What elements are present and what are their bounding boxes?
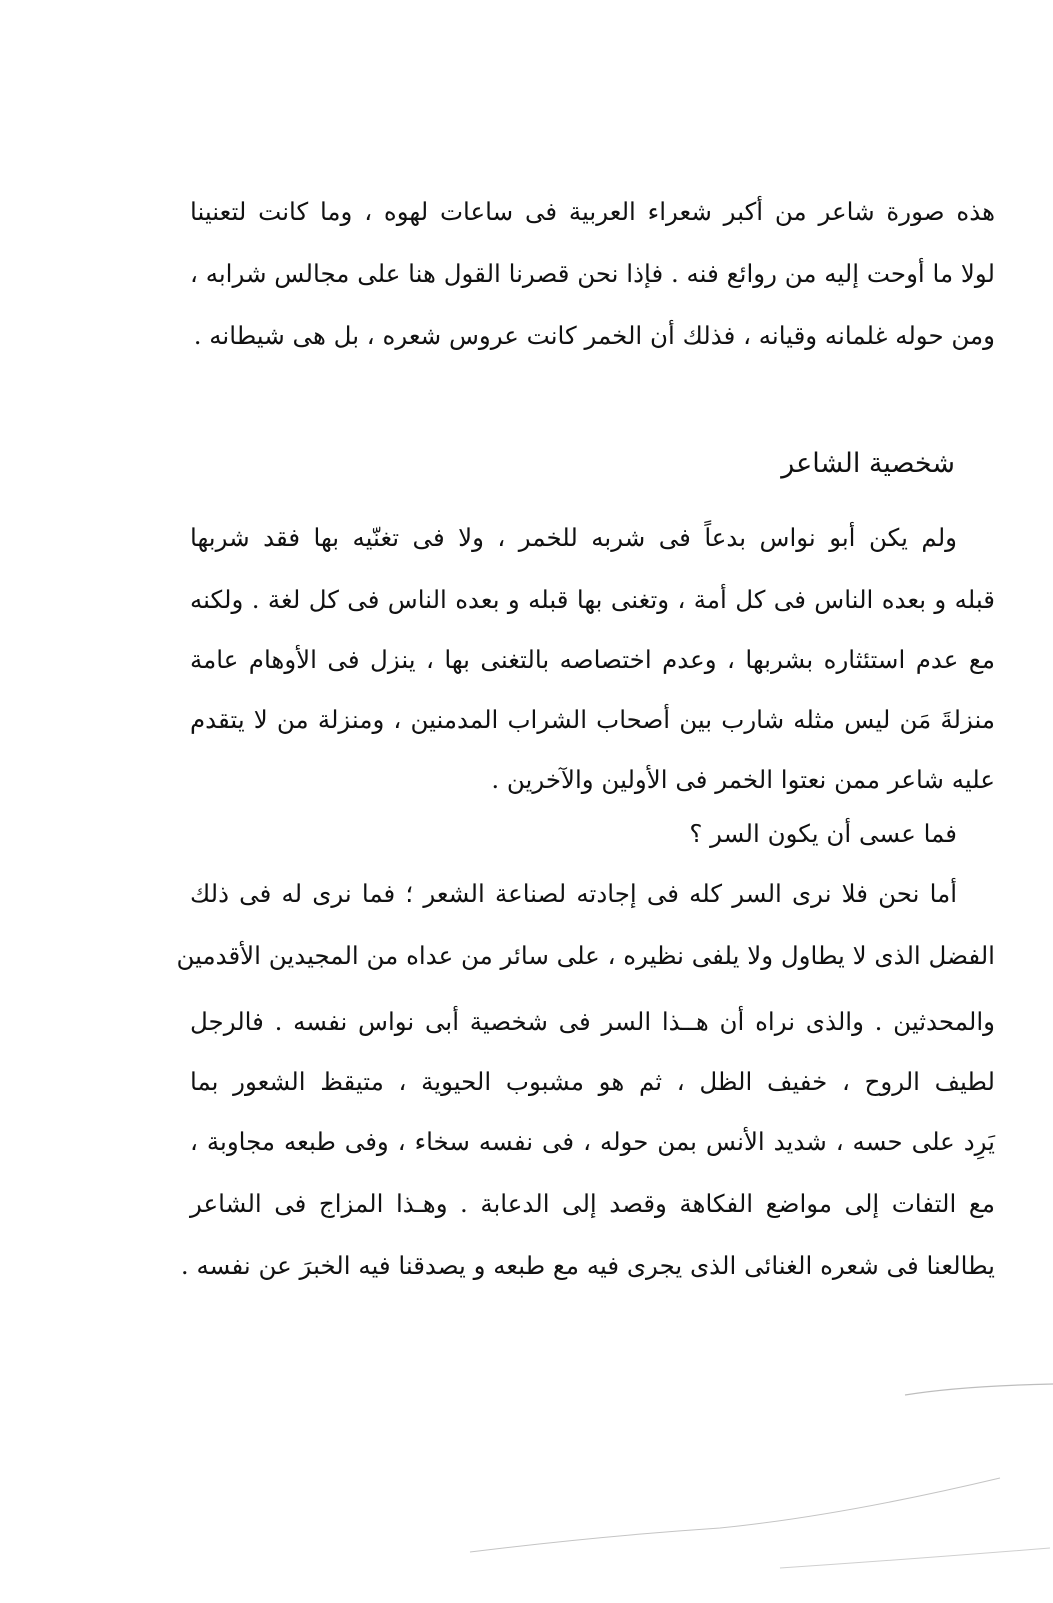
paragraph-3-line-3: والمحدثين . والذى نراه أن هــذا السر فى شخصية أبى نواس نفسه . فالرجل — [190, 1007, 995, 1036]
paragraph-2-line-5: عليه شاعر ممن نعتوا الخمر فى الأولين والآخرين . — [491, 765, 995, 794]
section-heading: شخصية الشاعر — [781, 448, 955, 479]
paragraph-3-line-1: أما نحن فلا نرى السر كله فى إجادته لصناعة الشعر ؛ فما نرى له فى ذلك — [190, 879, 957, 908]
paragraph-2-line-3: مع عدم استئثاره بشربها ، وعدم اختصاصه بالتغنى بها ، ينزل فى الأوهام عامة — [190, 645, 995, 674]
paragraph-3-line-5: يَرِد على حسه ، شديد الأنس بمن حوله ، فى نفسه سخاء ، وفى طبعه مجاوبة ، — [190, 1127, 995, 1156]
paragraph-3-line-4: لطيف الروح ، خفيف الظل ، ثم هو مشبوب الحيوية ، متيقظ الشعور بما — [190, 1067, 995, 1096]
paragraph-2-line-4: منزلةَ مَن ليس مثله شارب بين أصحاب الشراب المدمنين ، ومنزلة من لا يتقدم — [190, 705, 995, 734]
question-line: فما عسى أن يكون السر ؟ — [689, 819, 957, 848]
paragraph-1-line-3: ومن حوله غلمانه وقيانه ، فذلك أن الخمر كانت عروس شعره ، بل هى شيطانه . — [193, 321, 995, 350]
paragraph-3-line-7: يطالعنا فى شعره الغنائى الذى يجرى فيه مع طبعه و يصدقنا فيه الخبرَ عن نفسه . — [180, 1251, 995, 1280]
paragraph-2-line-1: ولم يكن أبو نواس بدعاً فى شربه للخمر ، ولا فى تغنّيه بها فقد شربها — [190, 523, 957, 552]
paragraph-3-line-6: مع التفات إلى مواضع الفكاهة وقصد إلى الدعابة . وهـذا المزاج فى الشاعر — [190, 1189, 995, 1218]
paragraph-1-line-2: لولا ما أوحت إليه من روائع فنه . فإذا نحن قصرنا القول هنا على مجالس شرابه ، — [190, 259, 995, 288]
paragraph-2-line-2: قبله و بعده الناس فى كل أمة ، وتغنى بها قبله و بعده الناس فى كل لغة . ولكنه — [190, 585, 995, 614]
paragraph-3-line-2: الفضل الذى لا يطاول ولا يلفى نظيره ، على سائر من عداه من المجيدين الأقدمين — [176, 941, 995, 970]
paragraph-1-line-1: هذه صورة شاعر من أكبر شعراء العربية فى ساعات لهوه ، وما كانت لتعنينا — [190, 197, 995, 226]
